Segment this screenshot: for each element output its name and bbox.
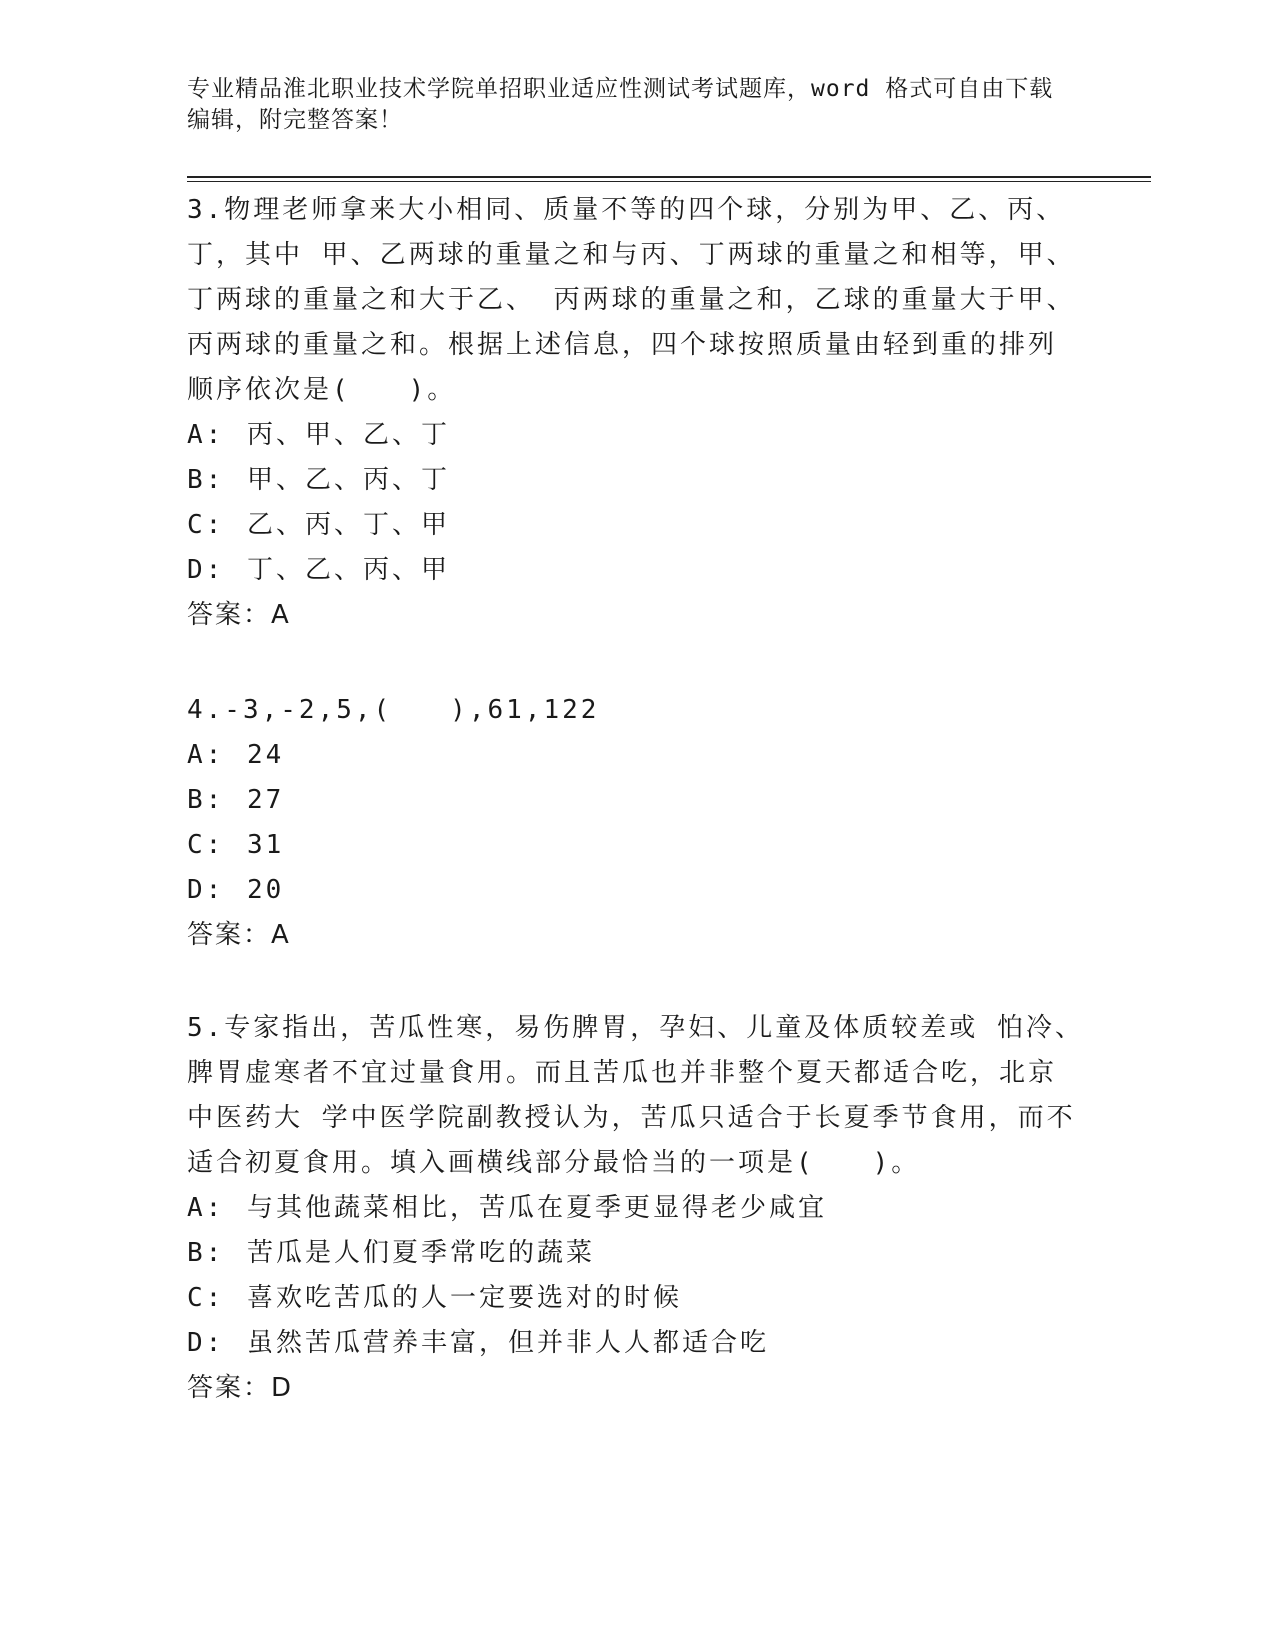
question-stem-line: 丁，其中 甲、乙两球的重量之和与丙、丁两球的重量之和相等，甲、 xyxy=(187,240,1076,270)
question-stem-line: 适合初夏食用。填入画横线部分最恰当的一项是( )。 xyxy=(187,1148,921,1178)
question-stem-line: 丁两球的重量之和大于乙、 丙两球的重量之和，乙球的重量大于甲、 xyxy=(187,285,1076,315)
option-key: B: xyxy=(187,1238,225,1268)
option-key: D: xyxy=(187,1328,225,1358)
option-a xyxy=(187,1186,1087,1231)
option-key: D: xyxy=(187,555,225,585)
option-text: 丁、乙、丙、甲 xyxy=(247,555,451,585)
option-text: 31 xyxy=(247,830,285,860)
option-text: 虽然苦瓜营养丰富，但并非人人都适合吃 xyxy=(247,1328,770,1358)
header-line-1: 专业精品淮北职业技术学院单招职业适应性测试考试题库，word 格式可自由下载 xyxy=(187,76,1054,102)
option-text: 喜欢吃苦瓜的人一定要选对的时候 xyxy=(247,1283,683,1313)
answer-line: 答案：D xyxy=(187,1373,294,1403)
question-4 xyxy=(187,688,1087,958)
option-c xyxy=(187,823,1087,868)
option-key: D: xyxy=(187,875,225,905)
option-key: A: xyxy=(187,1193,225,1223)
option-key: C: xyxy=(187,1283,225,1313)
answer-line: 答案：A xyxy=(187,600,291,630)
option-b xyxy=(187,458,1087,503)
option-text: 24 xyxy=(247,740,285,770)
option-a xyxy=(187,733,1087,778)
header-rule-thin xyxy=(187,181,1151,182)
question-stem-line: 4.-3,-2,5,( ),61,122 xyxy=(187,695,600,725)
question-stem-line: 顺序依次是( )。 xyxy=(187,375,457,405)
question-stem-line: 3.物理老师拿来大小相同、质量不等的四个球，分别为甲、乙、丙、 xyxy=(187,195,1066,225)
option-d xyxy=(187,548,1087,593)
document-header xyxy=(187,74,1087,136)
answer-line: 答案：A xyxy=(187,920,291,950)
question-stem-line: 中医药大 学中医学院副教授认为，苦瓜只适合于长夏季节食用，而不 xyxy=(187,1103,1076,1133)
option-text: 苦瓜是人们夏季常吃的蔬菜 xyxy=(247,1238,596,1268)
option-d xyxy=(187,1321,1087,1366)
option-key: A: xyxy=(187,740,225,770)
option-text: 20 xyxy=(247,875,285,905)
option-text: 丙、甲、乙、丁 xyxy=(247,420,451,450)
option-d xyxy=(187,868,1087,913)
option-text: 27 xyxy=(247,785,285,815)
question-3 xyxy=(187,188,1087,638)
option-key: C: xyxy=(187,510,225,540)
option-b xyxy=(187,778,1087,823)
option-a xyxy=(187,413,1087,458)
option-c xyxy=(187,1276,1087,1321)
question-stem-line: 5.专家指出，苦瓜性寒，易伤脾胃，孕妇、儿童及体质较差或 怕冷、 xyxy=(187,1013,1084,1043)
question-5 xyxy=(187,1006,1087,1411)
question-stem-line: 丙两球的重量之和。根据上述信息，四个球按照质量由轻到重的排列 xyxy=(187,330,1058,360)
question-stem-line: 脾胃虚寒者不宜过量食用。而且苦瓜也并非整个夏天都适合吃，北京 xyxy=(187,1058,1058,1088)
option-key: B: xyxy=(187,785,225,815)
header-line-2: 编辑，附完整答案！ xyxy=(187,107,403,133)
option-text: 乙、丙、丁、甲 xyxy=(247,510,451,540)
option-text: 与其他蔬菜相比，苦瓜在夏季更显得老少咸宜 xyxy=(247,1193,828,1223)
option-c xyxy=(187,503,1087,548)
option-key: A: xyxy=(187,420,225,450)
option-text: 甲、乙、丙、丁 xyxy=(247,465,451,495)
header-rule-thick xyxy=(187,176,1151,178)
option-key: B: xyxy=(187,465,225,495)
option-key: C: xyxy=(187,830,225,860)
option-b xyxy=(187,1231,1087,1276)
